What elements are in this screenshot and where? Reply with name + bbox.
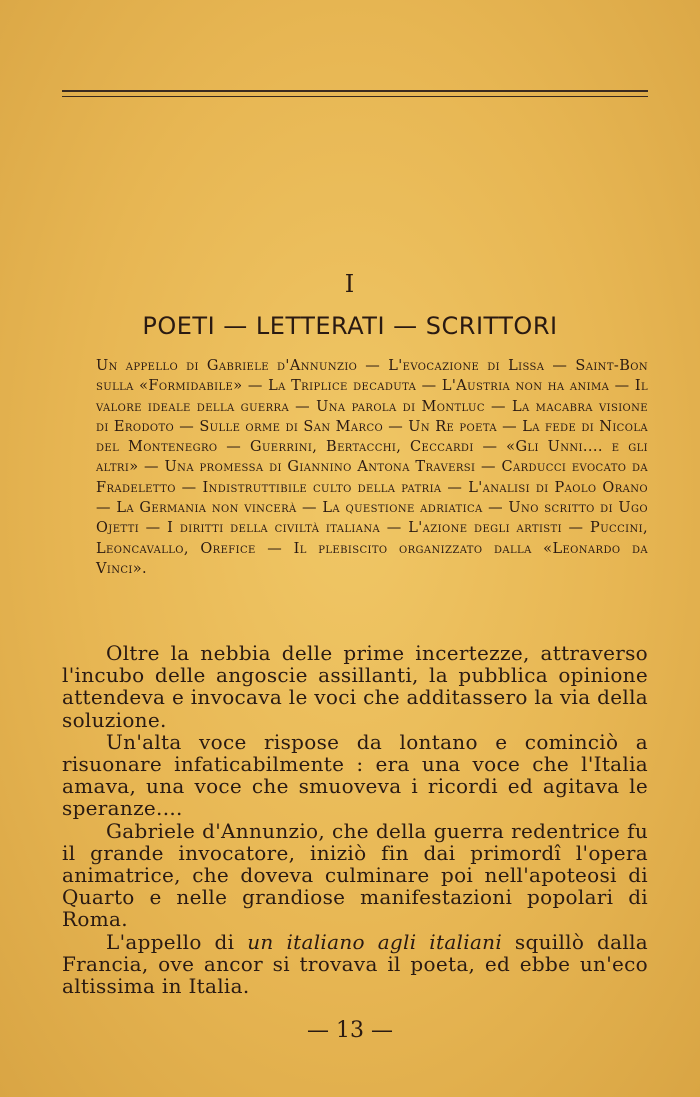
paragraph-4-start: L'appello di <box>106 929 248 954</box>
chapter-summary-text: Un appello di Gabriele d'Annunzio — L'evocazione di Lissa — Saint-Bon sulla «Formidabile» — La Triplice decaduta — L'Austria non ha anima — Il valore ideale della guerra — Una parola di Montluc — La macabra visione di Erodoto — Sulle orme di San Marco — Un Re poeta — La fede di Nicola del Montenegro — Guerrini, Bertacchi, Ceccardi — «Gli Unni.... e gli altri» — Una promessa di Giannino Antona Traversi — Carducci evocato da Fradeletto — Indistruttibile culto della patria — L'analisi di Paolo Orano — La Germania non vincerà — La questione adriatica — Uno scritto di Ugo Ojetti — I diritti della civiltà italiana — L'azione degli artisti — Puccini, Leoncavallo, Orefice — Il plebiscito organizzato dalla «Leonardo da Vinci». <box>96 358 648 577</box>
chapter-number: I <box>344 270 356 298</box>
paragraph-4-italic: un italiano agli italiani <box>247 929 503 954</box>
page-number: — 13 — <box>307 1018 393 1043</box>
paragraph-4-end: squillò dalla Francia, ove ancor si trovava il poeta, ed ebbe un'eco altissima in Italia. <box>62 929 648 999</box>
chapter-title: POETI — LETTERATI — SCRITTORI <box>142 312 558 340</box>
paragraph-3: Gabriele d'Annunzio, che della guerra redentrice fu il grande invocatore, iniziò fin dai primordî l'opera animatrice, che doveva culminare poi nell'apoteosi di Quarto e nelle grandiose manifestazioni popolari di Roma. <box>62 818 648 932</box>
paragraph-1: Oltre la nebbia delle prime incertezze, attraverso l'incubo delle angoscie assillanti, la pubblica opinione attendeva e invocava le voci che additassero la via della soluzione. <box>62 641 648 732</box>
paragraph-2: Un'alta voce rispose da lontano e cominciò a risuonare infaticabilmente : era una voce che l'Italia amava, una voce che smuoveva i ricordi ed agitava le speranze.... <box>62 729 648 821</box>
top-rule <box>62 90 648 92</box>
paragraph-4 <box>62 931 648 998</box>
body-text <box>62 642 648 997</box>
chapter-summary <box>96 356 648 579</box>
top-rule-thin <box>62 96 648 97</box>
